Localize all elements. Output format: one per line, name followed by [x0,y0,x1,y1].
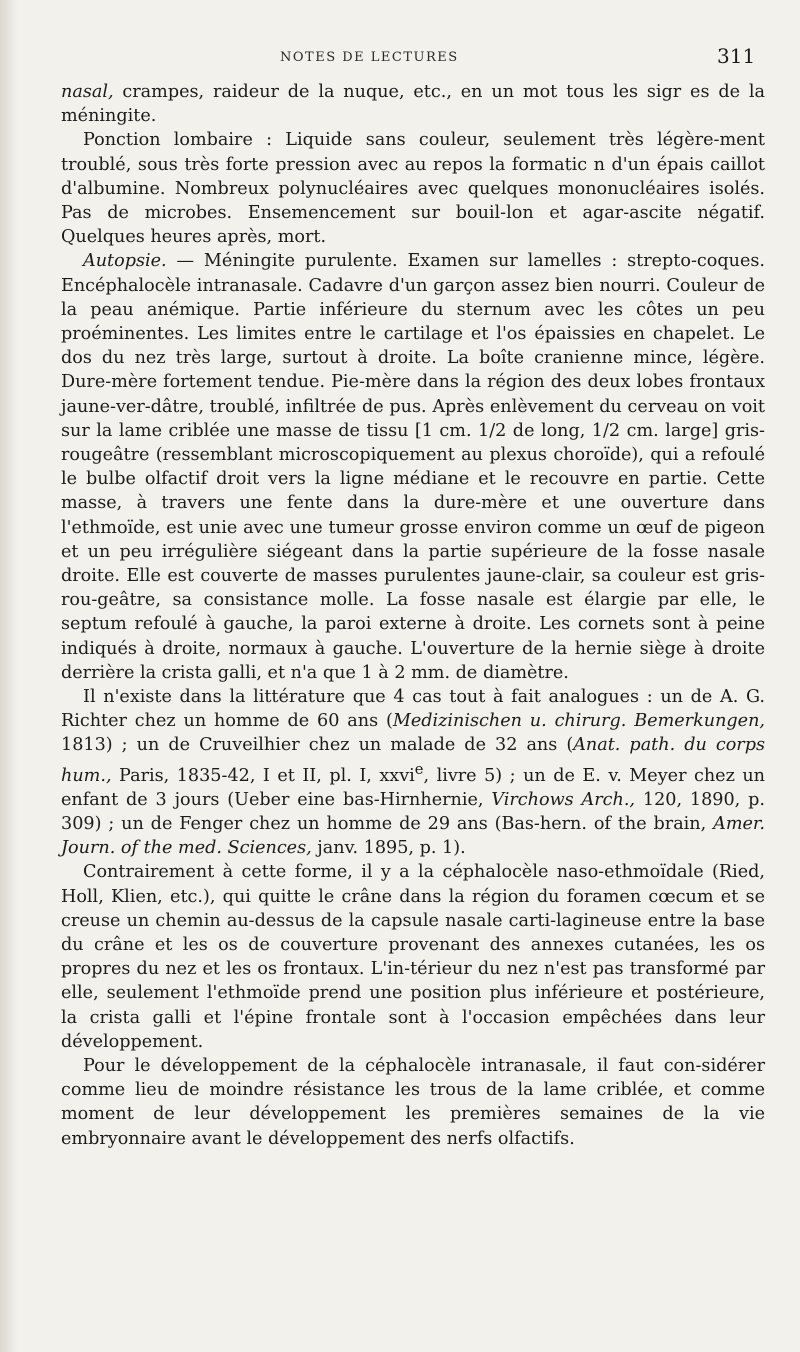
paragraph-nasal [61,80,765,128]
text-segment: Contrairement à cette forme, il y a la céphalocèle naso-ethmoïdale (Ried, Holl, Klien, etc.), qui quitte le crâne dans la région du foramen cœcum et se creuse un chemin au-dessus de la capsule nasale carti-lagineuse entre la base du crâne et les os de couverture provenant des annexes cutanées, les os propres du nez et les os frontaux. L'in-térieur du nez n'est pas transformé par elle, seulement l'ethmoïde prend une position plus inférieure et postérieure, la crista galli et l'épine frontale sont à l'occasion empêchées dans leur développement. [61,862,765,1052]
paragraph-ponction-lombaire [61,128,765,249]
italic-text: nasal, [61,82,114,102]
text-segment: , livre 5) ; un de E. v. Meyer chez un enfant de 3 jours (Ueber eine bas-Hirnhernie, [61,765,766,810]
body-text [61,80,765,1151]
text-segment: janv. 1895, p. 1). [311,838,466,859]
text-segment: Ponction lombaire : Liquide sans couleur, seulement très légère-ment troublé, sous très forte pression avec au repos la formatic n d'un épais caillot d'albumine. Nombreux polynucléaires avec quelques mononucléaires isolés. Pas de microbes. Ensemencement sur bouil-lon et agar-ascite négatif. Quelques heures après, mort. [61,130,765,248]
page-header [0,44,800,74]
text-segment: 1813) ; un de Cruveilhier chez un malade de 32 ans ( [61,735,574,756]
paragraph-litterature [61,685,765,860]
italic-text: Autopsie. [83,251,167,272]
page-number: 311 [717,44,756,68]
text-segment: 120, 1890, p. 309) ; un de Fenger chez un homme de 29 ans (Bas-hern. of the brain, [61,789,765,834]
page-gutter-shadow [0,0,18,1352]
italic-text: Amer. Journ. of the med. Sciences, [61,813,765,859]
italic-text: Virchows Arch., [491,789,636,810]
text-segment: Il n'existe dans la littérature que 4 cas tout à fait analogues : un de A. G. Richter chez un homme de 60 ans ( [61,687,765,732]
running-head: NOTES DE LECTURES [280,50,459,65]
text-segment: Paris, 1835-42, I et II, pl. I, xxvi [111,765,415,786]
italic-text: Anat. path. du corps hum., [61,735,765,786]
paragraph-autopsie [61,249,765,685]
paragraph-cephalocele-naso-ethmoidale [61,860,765,1054]
paragraph-developpement [61,1054,765,1151]
text-segment: — Méningite purulente. Examen sur lamelles : strepto-coques. Encéphalocèle intranasale. Cadavre d'un garçon assez bien nourri. Couleur de la peau anémique. Partie inférieure du sternum avec les côtes un peu proéminentes. Les limites entre le cartilage et l'os épaissies en chapelet. Le dos du nez très large, surtout à droite. La boîte cranienne mince, légère. Dure-mère fortement tendue. Pie-mère dans la région des deux lobes frontaux jaune-ver-dâtre, troublé, infiltrée de pus. Après enlèvement du cerveau on voit sur la lame criblée une masse de tissu [1 cm. 1/2 de long, 1/2 cm. large] gris-rougeâtre (ressemblant microscopiquement au plexus choroïde), qui a refoulé le bulbe olfactif droit vers la ligne médiane et le recouvre en partie. Cette masse, à travers une fente dans la dure-mère et une ouverture dans l'ethmoïde, est unie avec une tumeur grosse environ comme un œuf de pigeon et un peu irrégulière siégeant dans la partie supérieure de la fosse nasale droite. Elle est couverte de masses purulentes jaune-clair, sa couleur est gris-rou-geâtre, sa consistance molle. La fosse nasale est élargie par elle, le septum refoulé à gauche, la paroi externe à droite. Les cornets sont à peine indiqués à droite, normaux à gauche. L'ouverture de la hernie siège à droite derrière la crista galli, et n'a que 1 à 2 mm. de diamètre. [61,251,765,683]
italic-text: Medizinischen u. chirurg. Bemerkungen, [392,711,765,732]
superscript-text: e [414,760,424,778]
text-segment: crampes, raideur de la nuque, etc., en un mot tous les sigr es de la méningite. [61,82,765,127]
text-segment: Pour le développement de la céphalocèle intranasale, il faut con-sidérer comme lieu de moindre résistance les trous de la lame criblée, et comme moment de leur développement les premières semaines de la vie embryonnaire avant le développement des nerfs olfactifs. [61,1055,765,1149]
